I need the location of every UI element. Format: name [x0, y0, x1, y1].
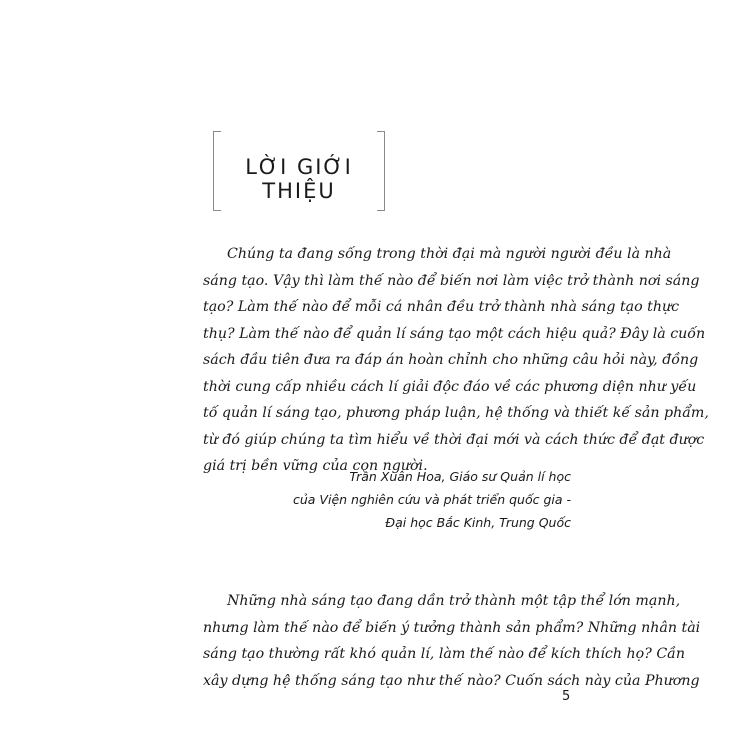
paragraph-line: Những nhà sáng tạo đang dần trở thành một tập thể lớn mạnh,	[227, 593, 681, 609]
paragraph-line: Chúng ta đang sống trong thời đại mà người người đều là nhà	[227, 246, 672, 262]
paragraph-line: sách đầu tiên đưa ra đáp án hoàn chỉnh cho những câu hỏi này, đồng	[203, 352, 699, 368]
paragraph-line: nhưng làm thế nào để biến ý tưởng thành sản phẩm? Những nhân tài	[203, 619, 701, 636]
paragraph-line: giá trị bền vững của con người.	[203, 458, 428, 474]
attribution-line: của Viện nghiên cứu và phát triển quốc gia -	[293, 492, 571, 507]
paragraph-line: sáng tạo thường rất khó quản lí, làm thế nào để kích thích họ? Cần	[203, 646, 686, 662]
attribution-line: Trần Xuân Hoa, Giáo sư Quản lí học	[349, 469, 571, 484]
quote-attribution	[293, 465, 571, 534]
paragraph-line: tạo? Làm thế nào để mỗi cá nhân đều trở thành nhà sáng tạo thực	[203, 299, 680, 315]
chapter-heading-frame	[213, 131, 385, 211]
paragraph-line: thời cung cấp nhiều cách lí giải độc đáo về các phương diện như yếu	[203, 378, 697, 395]
second-paragraph	[203, 588, 701, 694]
chapter-title: LỜI GIỚI THIỆU	[245, 155, 353, 203]
paragraph-line: sáng tạo. Vậy thì làm thế nào để biến nơi làm việc trở thành nơi sáng	[203, 272, 700, 289]
paragraph-line: thụ? Làm thế nào để quản lí sáng tạo một cách hiệu quả? Đây là cuốn	[203, 325, 706, 342]
intro-paragraph	[203, 241, 709, 480]
page-number: 5	[562, 689, 571, 704]
paragraph-line: xây dựng hệ thống sáng tạo như thế nào? Cuốn sách này của Phương	[203, 672, 700, 689]
attribution-line: Đại học Bắc Kinh, Trung Quốc	[385, 515, 571, 530]
paragraph-line: tố quản lí sáng tạo, phương pháp luận, hệ thống và thiết kế sản phẩm,	[203, 405, 709, 421]
paragraph-line: từ đó giúp chúng ta tìm hiểu về thời đại mới và cách thức để đạt được	[203, 431, 705, 448]
